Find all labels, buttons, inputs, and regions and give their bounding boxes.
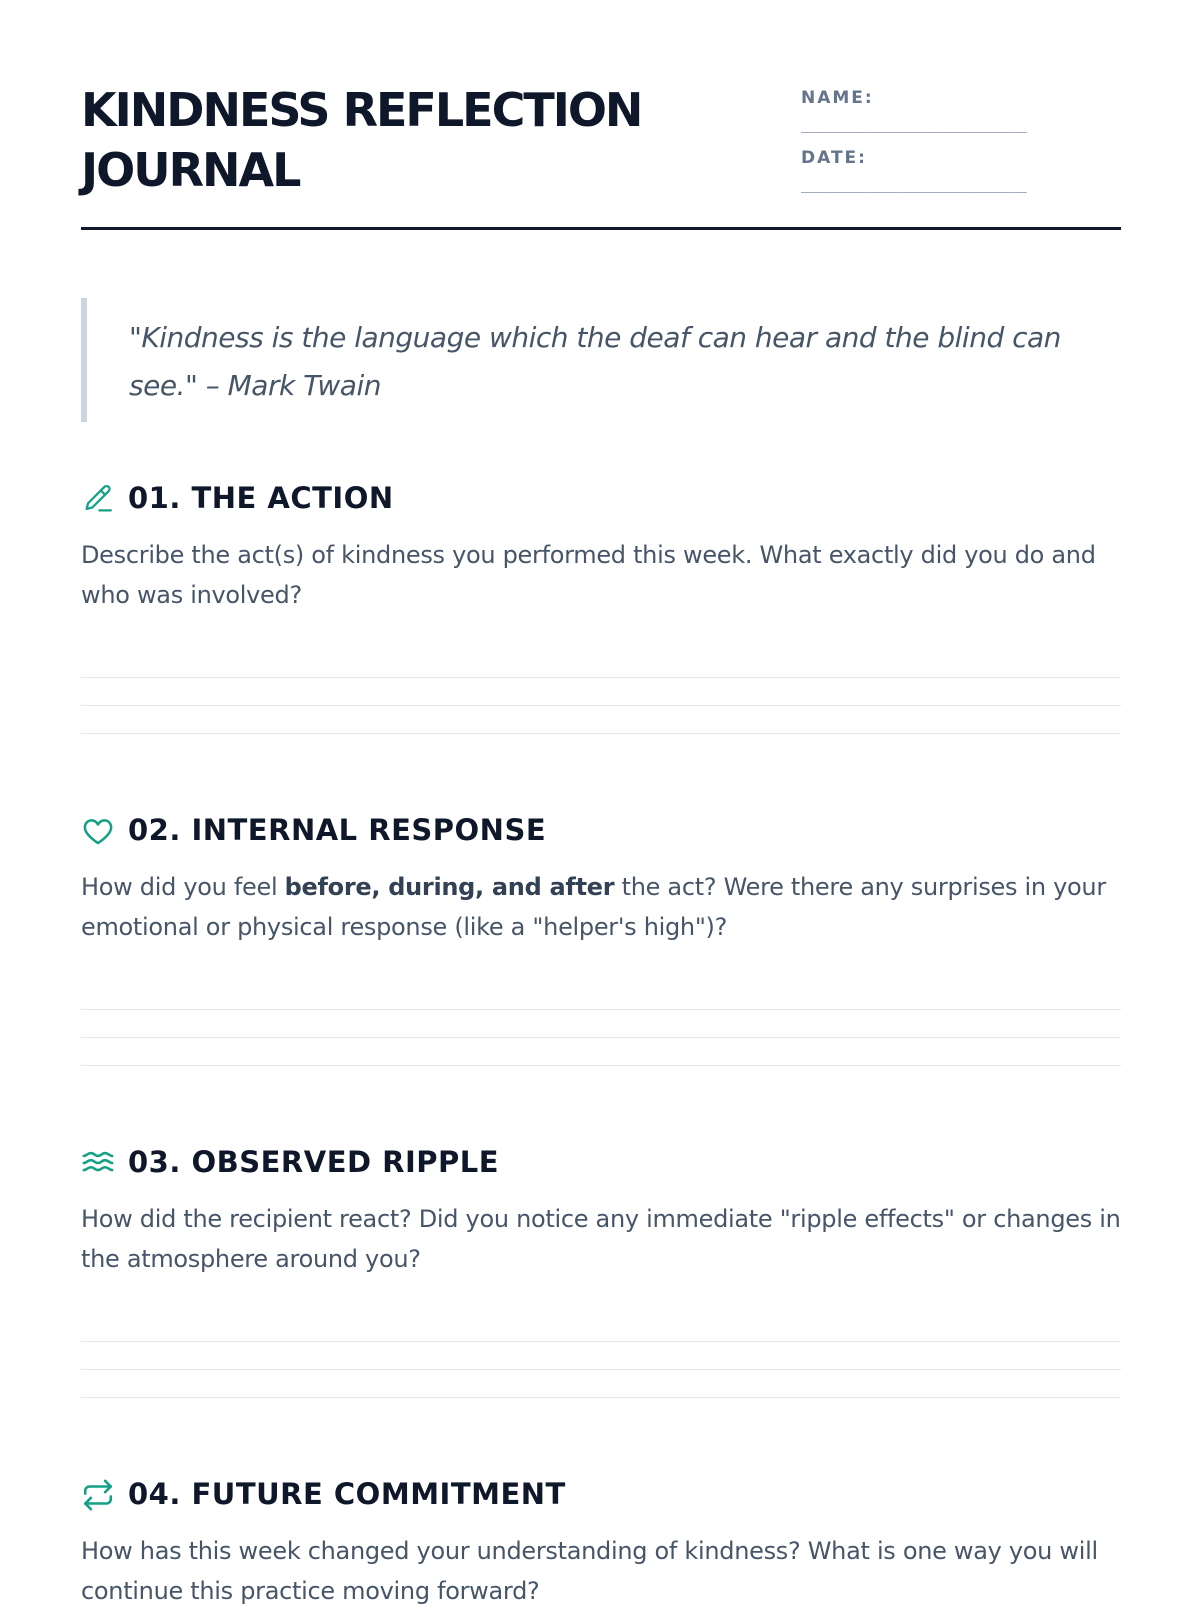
section-description: How did the recipient react? Did you notice any immediate "ripple effects" or changes in the atmosphere around you? <box>81 1205 1121 1273</box>
repeat-icon <box>81 1478 115 1512</box>
section-description <box>81 867 1121 947</box>
writing-line[interactable] <box>81 1342 1121 1370</box>
pencil-icon <box>81 482 115 516</box>
writing-line[interactable] <box>81 982 1121 1010</box>
writing-lines[interactable] <box>81 1314 1121 1398</box>
description-text: the act? Were there any surprises in your emotional or physical response (like a "helper's high")? <box>81 873 1106 941</box>
writing-line[interactable] <box>81 1314 1121 1342</box>
page-header <box>81 0 1121 230</box>
waves-icon <box>81 1146 115 1180</box>
description-text: How did you feel <box>81 873 285 901</box>
date-blank-line[interactable]: _________________________ <box>801 175 1027 193</box>
meta-fields <box>801 86 1121 206</box>
quote-block <box>81 298 1121 422</box>
writing-line[interactable] <box>81 678 1121 706</box>
section-future-commitment <box>81 1474 1121 1605</box>
section-heading <box>81 478 1121 518</box>
section-title: 04. FUTURE COMMITMENT <box>128 1477 566 1511</box>
section-title: 03. OBSERVED RIPPLE <box>128 1145 500 1179</box>
writing-lines[interactable] <box>81 982 1121 1066</box>
writing-lines[interactable] <box>81 650 1121 734</box>
description-emphasis: before, during, and after <box>284 873 615 901</box>
section-title: 01. THE ACTION <box>128 481 394 515</box>
section-description: Describe the act(s) of kindness you performed this week. What exactly did you do and who was involved? <box>81 541 1096 609</box>
section-description: How has this week changed your understanding of kindness? What is one way you will continue this practice moving forward? <box>81 1537 1098 1605</box>
section-the-action <box>81 478 1121 609</box>
name-blank-line[interactable]: _________________________ <box>801 115 1027 133</box>
writing-line[interactable] <box>81 1010 1121 1038</box>
writing-line[interactable] <box>81 706 1121 734</box>
date-field[interactable] <box>801 146 1121 198</box>
quote-text: "Kindness is the language which the deaf can hear and the blind can see." – Mark Twain <box>129 321 1061 402</box>
heart-icon <box>81 814 115 848</box>
date-label: DATE: <box>801 148 867 168</box>
page-title: KINDNESS REFLECTION JOURNAL <box>81 83 642 197</box>
section-internal-response <box>81 810 1121 941</box>
writing-line[interactable] <box>81 650 1121 678</box>
name-label: NAME: <box>801 88 874 108</box>
writing-line[interactable] <box>81 1038 1121 1066</box>
section-heading <box>81 810 1121 850</box>
section-heading <box>81 1474 1121 1514</box>
writing-line[interactable] <box>81 1370 1121 1398</box>
section-observed-ripple <box>81 1142 1121 1273</box>
section-heading <box>81 1142 1121 1182</box>
name-field[interactable] <box>801 86 1121 138</box>
section-title: 02. INTERNAL RESPONSE <box>128 813 547 847</box>
